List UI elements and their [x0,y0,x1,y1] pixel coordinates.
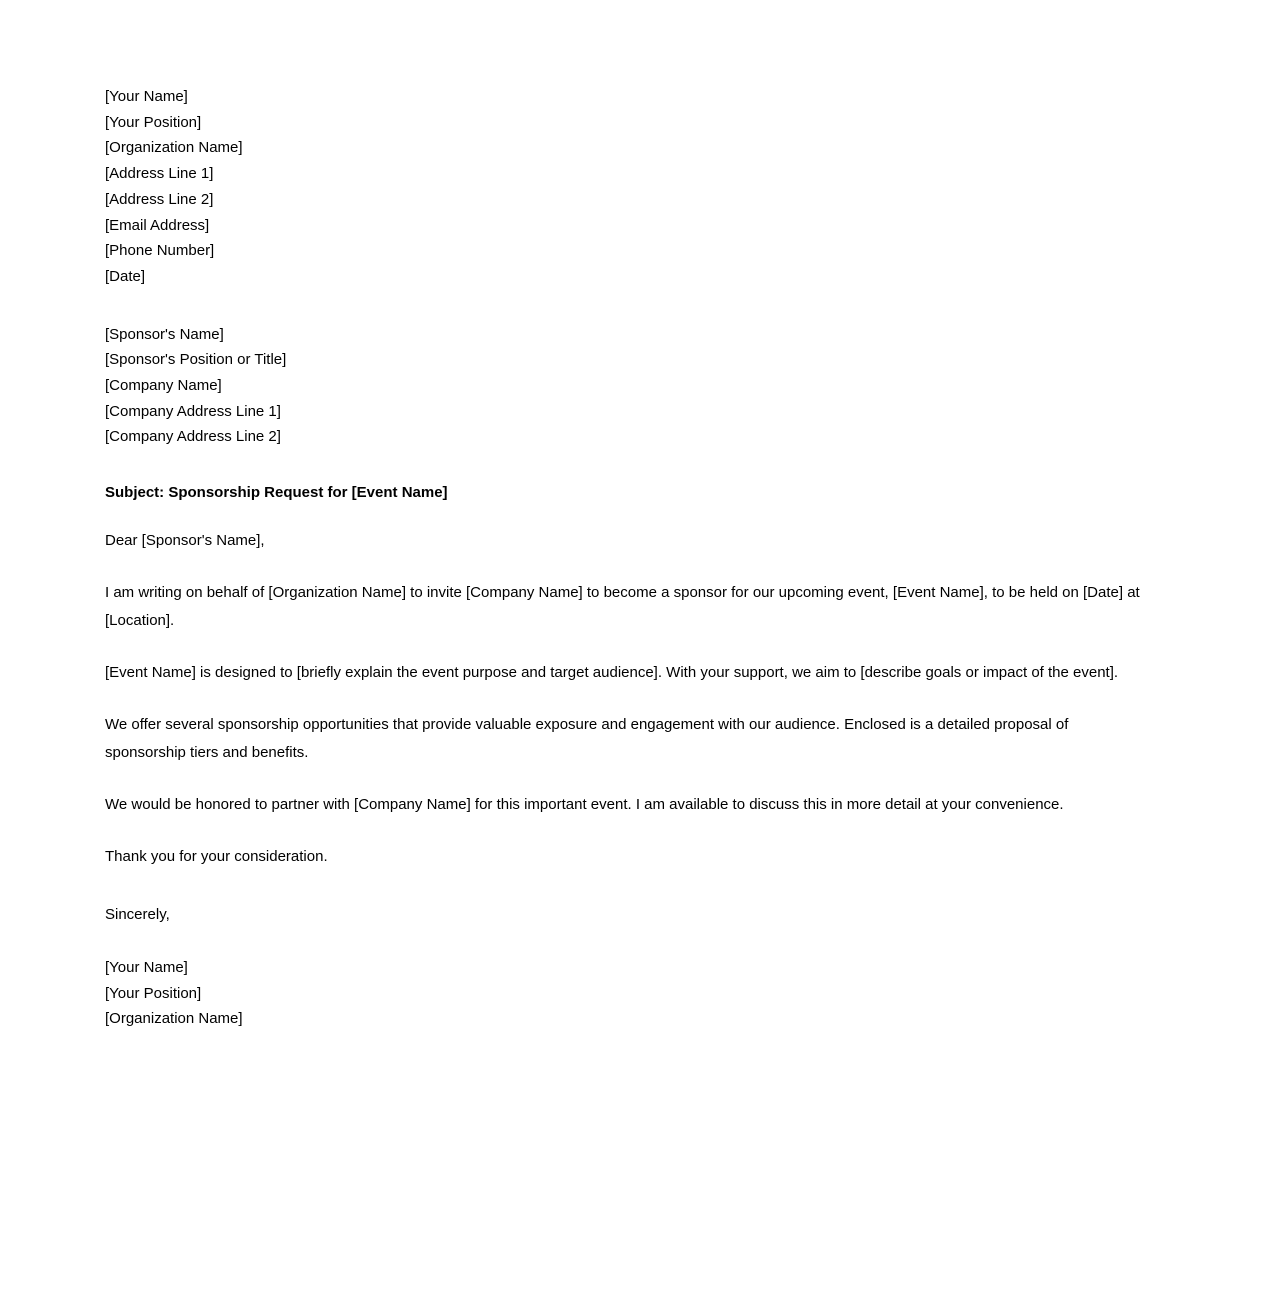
signature-line-your-position: [Your Position] [105,984,202,1002]
sender-line-email: [Email Address] [105,216,210,234]
body-paragraph-4: We would be honored to partner with [Company Name] for this important event. I am available to discuss this in more detail at your convenience. [105,795,1064,813]
subject-line: Subject: Sponsorship Request for [Event Name] [105,484,448,502]
signature-block [105,955,1145,1032]
block-spacer [105,290,1145,322]
signature-line-organization-name: [Organization Name] [105,1010,243,1028]
body-paragraph-1: I am writing on behalf of [Organization Name] to invite [Company Name] to become a sponsor for our upcoming event, [Event Name], to be held on [Date] at [Location]. [105,583,1140,629]
body-paragraph-5: Thank you for your consideration. [105,847,328,865]
sender-line-organization-name: [Organization Name] [105,139,243,157]
sender-line-phone: [Phone Number] [105,242,215,260]
sender-address-block [105,84,1145,290]
salutation: Dear [Sponsor's Name], [105,531,265,549]
sender-line-date: [Date] [105,267,146,285]
recipient-line-company-address-1: [Company Address Line 1] [105,402,281,420]
sender-line-address-1: [Address Line 1] [105,165,214,183]
signature-line-your-name: [Your Name] [105,958,188,976]
body-paragraph-2: [Event Name] is designed to [briefly explain the event purpose and target audience]. With your support, we aim to [describe goals or impact of the event]. [105,663,1119,681]
recipient-line-sponsor-name: [Sponsor's Name] [105,325,224,343]
recipient-line-company-address-2: [Company Address Line 2] [105,428,281,446]
recipient-line-sponsor-position: [Sponsor's Position or Title] [105,351,287,369]
sender-line-your-name: [Your Name] [105,88,188,105]
sender-line-your-position: [Your Position] [105,113,202,131]
recipient-line-company-name: [Company Name] [105,377,222,395]
body-paragraph-3: We offer several sponsorship opportunities that provide valuable exposure and engagement with our audience. Enclosed is a detailed proposal of sponsorship tiers and benefits. [105,715,1069,761]
letter-body [105,84,1145,1282]
sender-line-address-2: [Address Line 2] [105,190,214,208]
page-bottom-whitespace [105,1032,1145,1282]
closing-line: Sincerely, [105,905,170,923]
recipient-address-block [105,322,1145,451]
